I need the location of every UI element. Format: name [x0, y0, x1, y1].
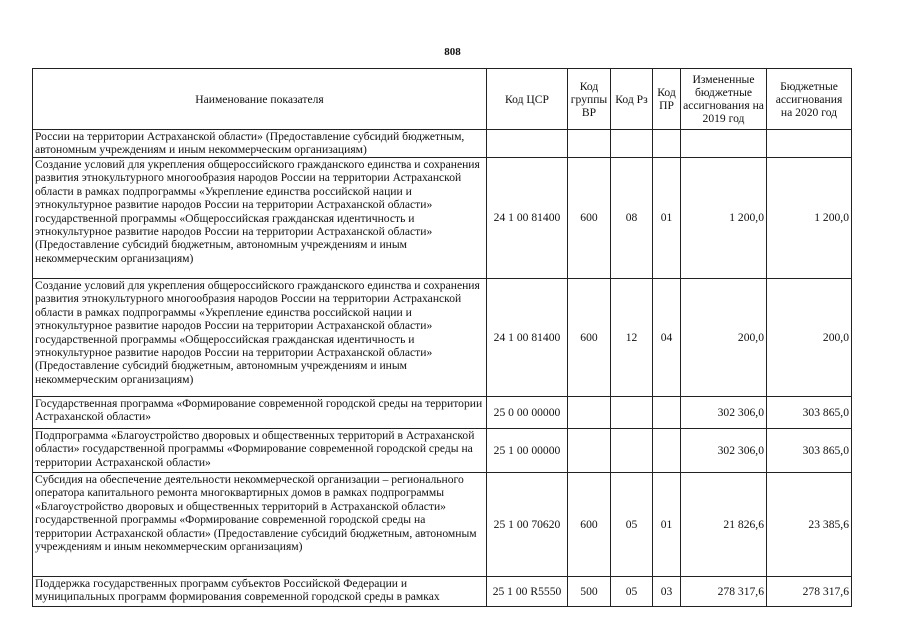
row-rz: 05: [611, 577, 653, 607]
table-header-row: [33, 69, 852, 130]
budget-table: [32, 68, 852, 607]
row-2019: 1 200,0: [681, 158, 767, 279]
row-vr: 600: [568, 158, 611, 279]
row-pr: [653, 429, 681, 473]
row-vr: 600: [568, 473, 611, 577]
table-row: [33, 130, 852, 158]
row-2019: [681, 130, 767, 158]
row-2020: 1 200,0: [767, 158, 852, 279]
header-vr: Код группы ВР: [568, 69, 611, 130]
header-2019: Измененные бюджетные ассигнования на 2019 год: [681, 69, 767, 130]
row-vr: 600: [568, 279, 611, 397]
row-csr: 25 0 00 00000: [487, 397, 568, 429]
table-row: [33, 397, 852, 429]
row-pr: 01: [653, 473, 681, 577]
row-rz: 12: [611, 279, 653, 397]
row-rz: [611, 130, 653, 158]
row-name: России на территории Астраханской области» (Предоставление субсидий бюджетным, автономным учреждениям и иным некоммерческим организациям): [33, 130, 487, 158]
row-rz: 05: [611, 473, 653, 577]
header-name: Наименование показателя: [33, 69, 487, 130]
table-row: [33, 429, 852, 473]
page-number: 808: [444, 46, 461, 58]
row-csr: 25 1 00 R5550: [487, 577, 568, 607]
row-vr: [568, 130, 611, 158]
row-2019: 302 306,0: [681, 429, 767, 473]
row-name: Субсидия на обеспечение деятельности некоммерческой организации – регионального оператора капитального ремонта многоквартирных домов в рамках подпрограммы «Благоустройство дворовых и общественных территорий в Астраханской области» государственной программы «Формирование современной городской среды на территории Астраханской области» (Предоставление субсидий бюджетным, автономным учреждениям и иным некоммерческим организациям): [33, 473, 487, 577]
row-vr: [568, 429, 611, 473]
row-2019: 200,0: [681, 279, 767, 397]
row-name: Поддержка государственных программ субъектов Российской Федерации и муниципальных программ формирования современной городской среды в рамках: [33, 577, 487, 607]
row-2020: [767, 130, 852, 158]
header-pr: Код ПР: [653, 69, 681, 130]
header-csr: Код ЦСР: [487, 69, 568, 130]
row-2020: 303 865,0: [767, 397, 852, 429]
row-pr: 04: [653, 279, 681, 397]
row-2020: 278 317,6: [767, 577, 852, 607]
row-2020: 303 865,0: [767, 429, 852, 473]
row-csr: 25 1 00 70620: [487, 473, 568, 577]
row-csr: [487, 130, 568, 158]
table-row: [33, 473, 852, 577]
row-rz: [611, 429, 653, 473]
row-rz: 08: [611, 158, 653, 279]
row-rz: [611, 397, 653, 429]
row-2020: 200,0: [767, 279, 852, 397]
row-name: Государственная программа «Формирование современной городской среды на территории Астраханской области»: [33, 397, 487, 429]
row-2019: 278 317,6: [681, 577, 767, 607]
row-name: Создание условий для укрепления общероссийского гражданского единства и сохранения развития этнокультурного многообразия народов России на территории Астраханской области в рамках подпрограммы «Укрепление единства российской нации и этнокультурное развитие народов России на территории Астраханской области» государственной программы «Общероссийская гражданская идентичность и этнокультурное развитие народов России на территории Астраханской области» (Предоставление субсидий бюджетным, автономным учреждениям и иным некоммерческим организациям): [33, 279, 487, 397]
row-pr: 01: [653, 158, 681, 279]
row-csr: 25 1 00 00000: [487, 429, 568, 473]
row-vr: [568, 397, 611, 429]
header-2020: Бюджетные ассигнования на 2020 год: [767, 69, 852, 130]
row-csr: 24 1 00 81400: [487, 158, 568, 279]
row-name: Создание условий для укрепления общероссийского гражданского единства и сохранения развития этнокультурного многообразия народов России на территории Астраханской области в рамках подпрограммы «Укрепление единства российской нации и этнокультурное развитие народов России на территории Астраханской области» государственной программы «Общероссийская гражданская идентичность и этнокультурное развитие народов России на территории Астраханской области» (Предоставление субсидий бюджетным, автономным учреждениям и иным некоммерческим организациям): [33, 158, 487, 279]
row-csr: 24 1 00 81400: [487, 279, 568, 397]
table-row: [33, 577, 852, 607]
row-pr: 03: [653, 577, 681, 607]
row-vr: 500: [568, 577, 611, 607]
row-name: Подпрограмма «Благоустройство дворовых и общественных территорий в Астраханской области» государственной программы «Формирование современной городской среды на территории Астраханской области»: [33, 429, 487, 473]
row-pr: [653, 130, 681, 158]
header-rz: Код Рз: [611, 69, 653, 130]
row-2019: 21 826,6: [681, 473, 767, 577]
row-2020: 23 385,6: [767, 473, 852, 577]
row-2019: 302 306,0: [681, 397, 767, 429]
table-row: [33, 158, 852, 279]
table-row: [33, 279, 852, 397]
row-pr: [653, 397, 681, 429]
